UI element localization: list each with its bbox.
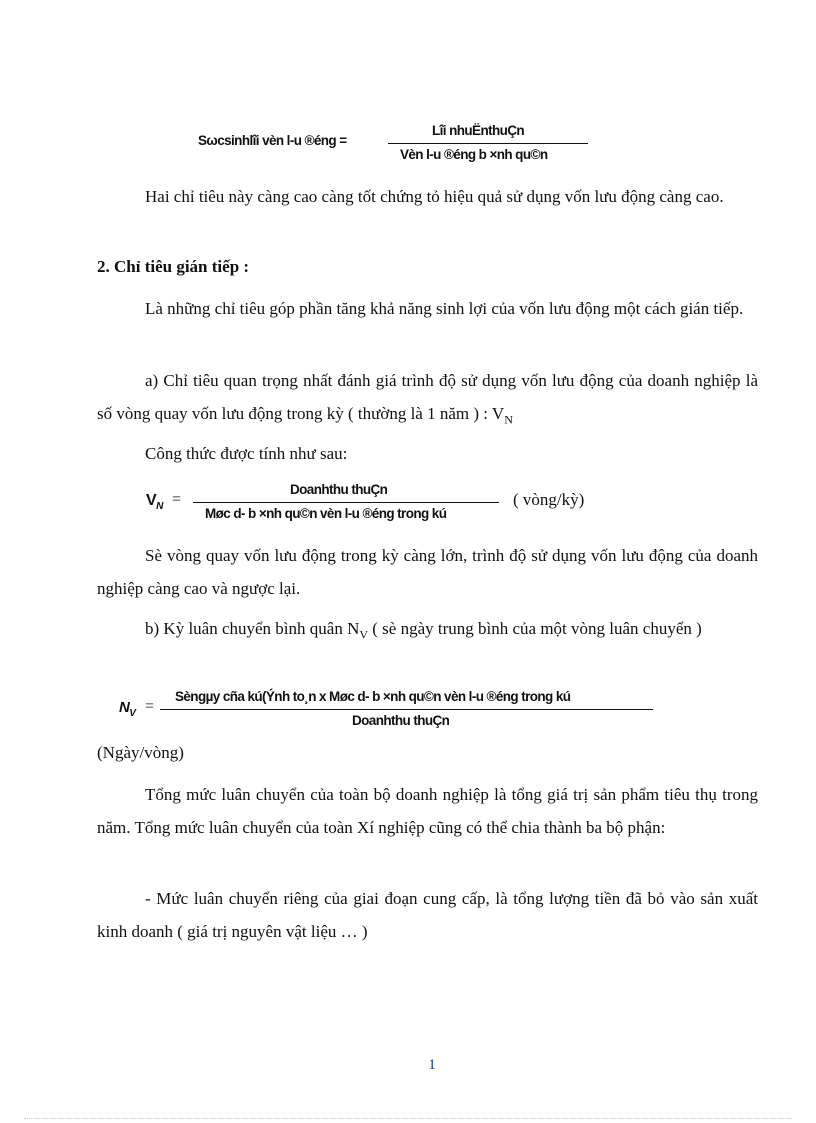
formula-3-equals: = (145, 698, 155, 715)
formula-1-numerator: Lîi nhuËnthuÇn (432, 123, 525, 138)
formula-2-fraction-bar (193, 502, 499, 503)
formula-2-lhs-sub: N (156, 501, 163, 513)
paragraph-7: Tổng mức luân chuyển của toàn bộ doanh nghiệp là tổng giá trị sản phẩm tiêu thụ trong năm. Tổng mức luân chuyển của toàn Xí nghiệp cũng có thể chia thành ba bộ phận: (97, 785, 758, 837)
paragraph-4: Công thức được tính như sau: (145, 444, 348, 463)
formula-3-lhs (119, 699, 135, 719)
formula-3-denominator: Doanhthu thuÇn (352, 713, 450, 728)
formula-1-denominator: Vèn l-u ®éng b ×nh qu©n (400, 147, 548, 162)
formula-2-lhs (146, 492, 163, 512)
formula-1-fraction-bar (388, 143, 588, 144)
formula-3-fraction-bar (160, 709, 653, 710)
formula-1-lhs: Sωcsinhlîi vèn l-u ®éng = (198, 133, 347, 148)
paragraph-6-text-a: b) Kỳ luân chuyển bình quân N (145, 619, 360, 638)
formula-3-lhs-main: N (119, 699, 130, 716)
paragraph-5: Sè vòng quay vốn lưu động trong kỳ càng lớn, trình độ sử dụng vốn lưu động của doanh nghiệp càng cao và ngược lại. (97, 546, 758, 598)
paragraph-8: - Mức luân chuyển riêng của giai đoạn cung cấp, là tổng lượng tiền đã bỏ vào sản xuất kinh doanh ( giá trị nguyên vật liệu … ) (97, 889, 758, 941)
formula-3-numerator: Sèngµy cña kú(Ýnh to¸n x Møc d- b ×nh qu©n vèn l-u ®éng trong kú (175, 689, 571, 704)
paragraph-3a-subscript: N (504, 412, 513, 427)
paragraph-6 (97, 612, 758, 651)
formula-2-unit: ( vòng/kỳ) (513, 490, 585, 509)
formula-2-denominator: Møc d- b ×nh qu©n vèn l-u ®éng trong kú (205, 506, 447, 521)
paragraph-1: Hai chỉ tiêu này càng cao càng tốt chứng tỏ hiệu quả sử dụng vốn lưu động càng cao. (145, 187, 724, 206)
page-bottom-rule (24, 1118, 792, 1119)
formula-2-equals: = (172, 491, 182, 508)
page-number: 1 (428, 1057, 436, 1073)
paragraph-3a-text: a) Chỉ tiêu quan trọng nhất đánh giá trình độ sử dụng vốn lưu động của doanh nghiệp là số vòng quay vốn lưu động trong kỳ ( thường là 1 năm ) : V (97, 371, 758, 423)
formula-3-unit: (Ngày/vòng) (97, 743, 184, 762)
paragraph-6-text-b: ( sè ngày trung bình của một vòng luân chuyển ) (368, 619, 702, 638)
formula-3-lhs-sub: V (129, 708, 136, 719)
paragraph-3a (97, 364, 758, 436)
paragraph-2: Là những chỉ tiêu góp phần tăng khả năng sinh lợi của vốn lưu động một cách gián tiếp. (145, 299, 744, 318)
paragraph-6-subscript: V (359, 627, 369, 642)
section-heading-2: 2. Chỉ tiêu gián tiếp : (97, 257, 250, 276)
formula-2-numerator: Doanhthu thuÇn (290, 482, 388, 497)
formula-2-lhs-main: V (146, 492, 157, 509)
